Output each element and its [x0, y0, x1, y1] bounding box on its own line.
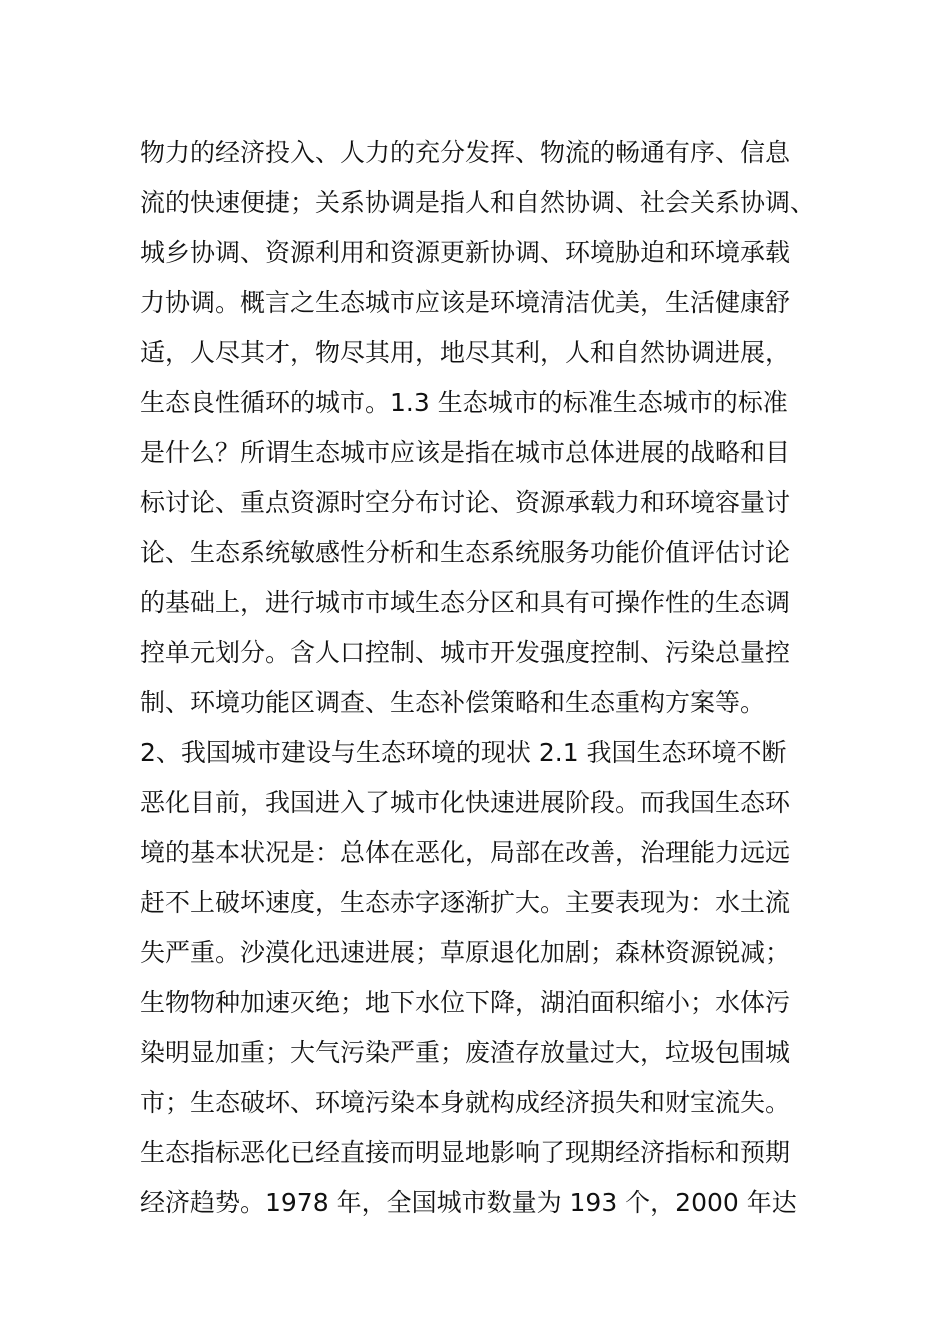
text-line: 赶不上破坏速度，生态赤字逐渐扩大。主要表现为：水土流 [140, 888, 791, 917]
text-line: 生态良性循环的城市。1.3 生态城市的标准生态城市的标准 [140, 388, 788, 417]
text-line: 生态指标恶化已经直接而明显地影响了现期经济指标和预期 [140, 1138, 791, 1167]
text-line: 控单元划分。含人口控制、城市开发强度控制、污染总量控 [140, 638, 791, 667]
text-line: 是什么？所谓生态城市应该是指在城市总体进展的战略和目 [140, 438, 791, 467]
text-line: 生物物种加速灭绝；地下水位下降，湖泊面积缩小；水体污 [140, 988, 791, 1017]
text-line: 流的快速便捷；关系协调是指人和自然协调、社会关系协调、 [140, 188, 816, 217]
text-line: 制、环境功能区调查、生态补偿策略和生态重构方案等。 [140, 688, 766, 717]
text-line: 适，人尽其才，物尽其用，地尽其利，人和自然协调进展， [140, 338, 791, 367]
text-line: 染明显加重；大气污染严重；废渣存放量过大，垃圾包围城 [140, 1038, 791, 1067]
text-line: 2、我国城市建设与生态环境的现状 2.1 我国生态环境不断 [140, 738, 787, 767]
text-line: 恶化目前，我国进入了城市化快速进展阶段。而我国生态环 [140, 788, 791, 817]
text-line: 失严重。沙漠化迅速进展；草原退化加剧；森林资源锐减； [140, 938, 791, 967]
text-line: 的基础上，进行城市市域生态分区和具有可操作性的生态调 [140, 588, 791, 617]
text-line: 论、生态系统敏感性分析和生态系统服务功能价值评估讨论 [140, 538, 791, 567]
text-line: 城乡协调、资源利用和资源更新协调、环境胁迫和环境承载 [140, 238, 791, 267]
body-text [140, 128, 830, 1228]
text-line: 力协调。概言之生态城市应该是环境清洁优美，生活健康舒 [140, 288, 791, 317]
text-line: 市；生态破坏、环境污染本身就构成经济损失和财宝流失。 [140, 1088, 791, 1117]
text-line: 物力的经济投入、人力的充分发挥、物流的畅通有序、信息 [140, 138, 791, 167]
text-line: 经济趋势。1978 年，全国城市数量为 193 个，2000 年达 [140, 1188, 797, 1217]
text-line: 标讨论、重点资源时空分布讨论、资源承载力和环境容量讨 [140, 488, 791, 517]
text-line: 境的基本状况是：总体在恶化，局部在改善，治理能力远远 [140, 838, 791, 867]
